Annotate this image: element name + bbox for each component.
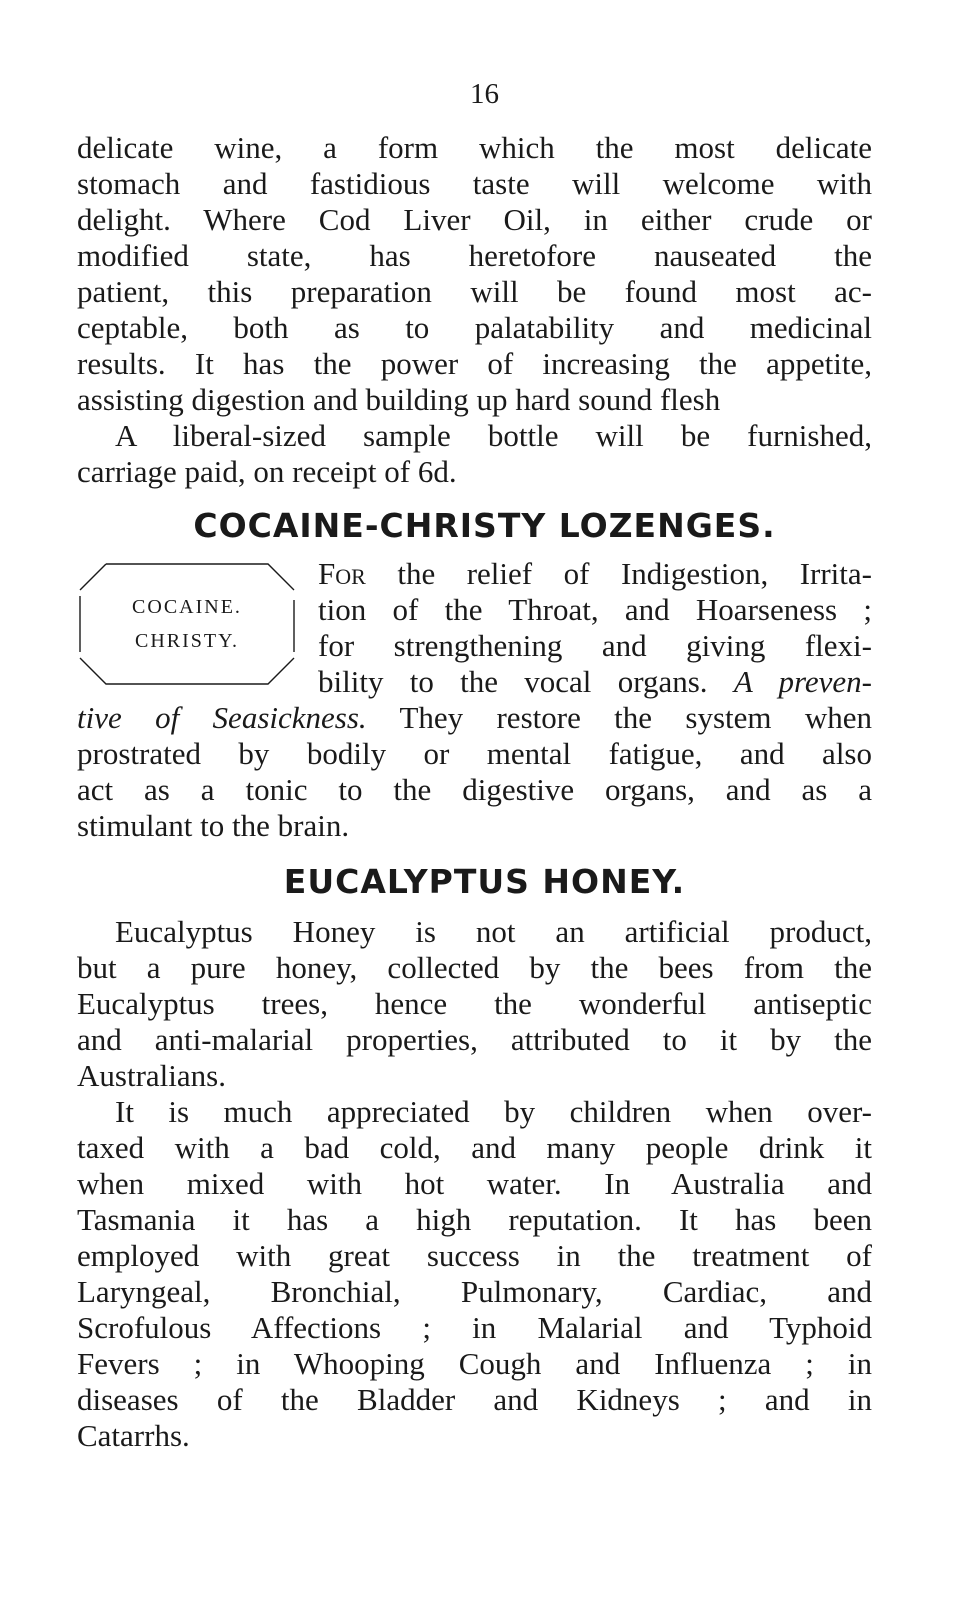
text-line: prostrated by bodily or mental fatigue, and also — [77, 736, 872, 771]
text-line: Australians. — [77, 1058, 226, 1093]
text-line: delight. Where Cod Liver Oil, in either crude or — [77, 202, 872, 237]
cod-liver-oil-text — [77, 130, 872, 490]
text-line: Eucalyptus trees, hence the wonderful antiseptic — [77, 986, 872, 1021]
cocaine-side-text — [318, 556, 872, 700]
text-line: For the relief of Indigestion, Irrita- — [318, 556, 872, 591]
text-line: but a pure honey, collected by the bees from the — [77, 950, 872, 985]
text-line: tive of Seasickness. They restore the system when — [77, 700, 873, 735]
cocaine-body-text — [77, 700, 872, 844]
lozenge-label-box — [76, 560, 298, 688]
text-line: Eucalyptus Honey is not an artificial product, — [115, 914, 872, 949]
text-line: ceptable, both as to palatability and medicinal — [77, 310, 872, 345]
text-line: Tasmania it has a high reputation. It has been — [77, 1202, 872, 1237]
text-line: patient, this preparation will be found most ac- — [77, 274, 872, 309]
page-number: 16 — [470, 78, 499, 110]
cocaine-lozenges-heading: COCAINE-CHRISTY LOZENGES. — [193, 506, 776, 545]
label-frame — [76, 560, 298, 688]
text-line: Laryngeal, Bronchial, Pulmonary, Cardiac, and — [77, 1274, 872, 1309]
label-christy: CHRISTY. — [135, 630, 239, 652]
text-line: Catarrhs. — [77, 1418, 190, 1453]
text-line: modified state, has heretofore nauseated the — [77, 238, 872, 273]
text-line: Scrofulous Affections ; in Malarial and Typhoid — [77, 1310, 872, 1345]
text-line: and anti-malarial properties, attributed to it by the — [77, 1022, 872, 1057]
eucalyptus-honey-heading: EUCALYPTUS HONEY. — [283, 862, 686, 901]
text-line: taxed with a bad cold, and many people drink it — [77, 1130, 872, 1165]
text-line: employed with great success in the treatment of — [77, 1238, 872, 1273]
text-line: Fevers ; in Whooping Cough and Influenza ; in — [77, 1346, 872, 1381]
text-line: act as a tonic to the digestive organs, and as a — [77, 772, 872, 807]
text-line: when mixed with hot water. In Australia and — [77, 1166, 872, 1201]
text-line: carriage paid, on receipt of 6d. — [77, 454, 457, 489]
text-line: results. It has the power of increasing the appetite, — [77, 346, 872, 381]
text-line: stimulant to the brain. — [77, 808, 350, 843]
text-line: delicate wine, a form which the most delicate — [77, 130, 872, 165]
drop-word: For — [318, 556, 366, 591]
text-line: A liberal-sized sample bottle will be furnished, — [115, 418, 872, 453]
text-line: bility to the vocal organs. A preven- — [318, 664, 873, 699]
eucalyptus-body-text — [77, 914, 872, 1454]
text-line: diseases of the Bladder and Kidneys ; and in — [77, 1382, 872, 1417]
text-line: stomach and fastidious taste will welcome with — [77, 166, 872, 201]
text-line: It is much appreciated by children when over- — [115, 1094, 872, 1129]
text-line: for strengthening and giving flexi- — [318, 628, 872, 663]
text-line: assisting digestion and building up hard sound flesh — [77, 382, 721, 417]
label-cocaine: COCAINE. — [132, 596, 242, 618]
text-line: tion of the Throat, and Hoarseness ; — [318, 592, 872, 627]
